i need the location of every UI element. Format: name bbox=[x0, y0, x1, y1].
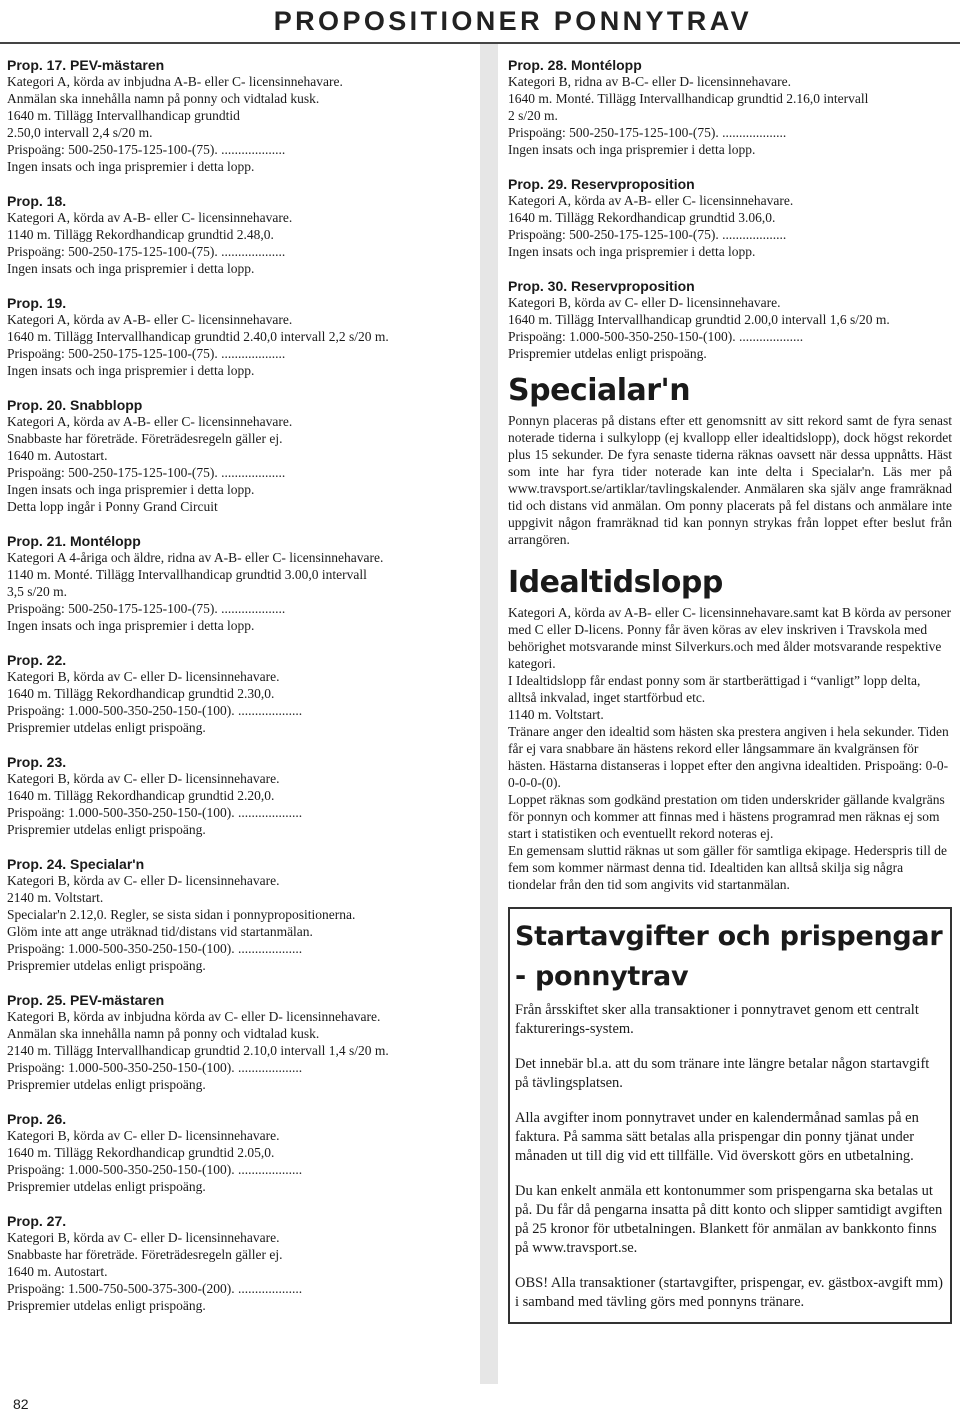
proposition-line: 1640 m. Tillägg Rekordhandicap grundtid 3.06,0. bbox=[508, 210, 776, 225]
proposition-line: Prispremier utdelas enligt prispoäng. bbox=[7, 720, 206, 735]
proposition-line: Ingen insats och inga prispremier i detta lopp. bbox=[508, 244, 756, 259]
startavgifter-body bbox=[515, 1001, 944, 1312]
proposition bbox=[508, 57, 952, 158]
proposition bbox=[7, 295, 467, 379]
proposition bbox=[508, 278, 952, 362]
proposition-title: Prop. 24. Specialar'n bbox=[7, 856, 145, 872]
proposition-title: Prop. 22. bbox=[7, 652, 67, 668]
proposition-line: 1640 m. Autostart. bbox=[7, 448, 108, 463]
paragraph: Det innebär bl.a. att du som tränare inte längre betalar någon startavgift på tävlingsplatsen. bbox=[515, 1056, 930, 1091]
proposition-line: Ingen insats och inga prispremier i detta lopp. bbox=[7, 618, 255, 633]
proposition-line: Prispoäng: 500-250-175-125-100-(75). ................... bbox=[508, 227, 787, 242]
proposition-line: Glöm inte att ange uträknad tid/distans vid startanmälan. bbox=[7, 924, 313, 939]
paragraph: Du kan enkelt anmäla ett kontonummer som prispengarna ska betalas ut på. Du får då pengarna insatta på ditt konto och slipper samtidigt avgiften på 25 kronor för utbetalningen. Blankett för anmälan av bankkonto finns på www.travsport.se. bbox=[515, 1183, 943, 1256]
page-number: 82 bbox=[13, 1396, 29, 1412]
paragraph: Tränare anger den idealtid som hästen ska prestera angiven i hela sekunder. Tiden får ej vara snabbare än hästens rekord eller långsammare än kvalgränsen för hästen. Hästarna distanseras i loppet efter den angivna idealtiden. Prispoäng: 0-0-0-0-0-(0). bbox=[508, 724, 949, 790]
proposition-line: 1140 m. Tillägg Rekordhandicap grundtid 2.48,0. bbox=[7, 227, 274, 242]
specialarn-text: Ponnyn placeras på distans efter ett genomsnitt av sitt rekord samt de fyra senast noterade tiderna i sulkylopp (ej kvallopp eller idealtidslopp), dock högst rekordet plus 15 sekunder. De fyra senaste tiderna räknas oavsett när dessa uppnåtts. Häst som inte har fyra tider noterade kan inte delta i Specialar'n. Läs mer på www.travsport.se/artiklar/tavlingskalender. Anmälaren ska själv ange framräknad tid och distans vid anmälan. Om ponny placerats på fel distans och anmälare inte uppgivit någon framräknad tid kan ponnyn strykas från loppet efter beslut från arrangören. bbox=[508, 413, 952, 547]
proposition-line: Kategori B, körda av C- eller D- licensinnehavare. bbox=[7, 1230, 280, 1245]
proposition-line: Kategori A, körda av A-B- eller C- licensinnehavare. bbox=[7, 414, 293, 429]
idealtidslopp-title: Idealtidslopp bbox=[508, 565, 723, 600]
proposition-line: Kategori A, körda av A-B- eller C- licensinnehavare. bbox=[508, 193, 794, 208]
proposition-line: Prispoäng: 500-250-175-125-100-(75). ................... bbox=[508, 125, 787, 140]
proposition-line: Kategori B, körda av C- eller D- licensinnehavare. bbox=[508, 295, 781, 310]
proposition-line: Prispoäng: 1.000-500-350-250-150-(100). ................... bbox=[7, 805, 303, 820]
proposition-line: Prispremier utdelas enligt prispoäng. bbox=[7, 1298, 206, 1313]
proposition-line: Ingen insats och inga prispremier i detta lopp. bbox=[508, 142, 756, 157]
proposition-line: Prispoäng: 1.000-500-350-250-150-(100). ................... bbox=[508, 329, 804, 344]
proposition-title: Prop. 21. Montélopp bbox=[7, 533, 141, 549]
proposition bbox=[7, 57, 467, 175]
proposition-title: Prop. 25. PEV-mästaren bbox=[7, 992, 165, 1008]
proposition-line: 1640 m. Tillägg Intervallhandicap grundtid bbox=[7, 108, 240, 123]
paragraph: Loppet räknas som godkänd prestation om tiden underskrider gällande kvalgräns för ponnyn och kommer att finnas med i hästens programrad men räknas ej som start i statistiken och eventuellt rekord noteras ej. bbox=[508, 792, 945, 841]
proposition-line: 1640 m. Monté. Tillägg Intervallhandicap grundtid 2.16,0 intervall bbox=[508, 91, 869, 106]
proposition-line: 1640 m. Tillägg Rekordhandicap grundtid 2.30,0. bbox=[7, 686, 275, 701]
proposition-line: Anmälan ska innehålla namn på ponny och vidtalad kusk. bbox=[7, 91, 320, 106]
paragraph: Alla avgifter inom ponnytravet under en kalendermånad samlas på en faktura. På samma sätt betalas alla prispengar din ponny tjänat under månaden ut till dig vid ett tillfälle. Vid överskott görs en utbetalning. bbox=[515, 1110, 919, 1164]
proposition-line: Kategori B, körda av C- eller D- licensinnehavare. bbox=[7, 1128, 280, 1143]
proposition bbox=[7, 533, 467, 634]
paragraph: En gemensam sluttid räknas ut som gäller för samtliga ekipage. Hederspris till de fem som kommer närmast denna tid. Idealtiden kan alltså skilja sig några tiondelar från den tid som angivits vid startanmälan. bbox=[508, 843, 948, 892]
proposition-line: Kategori B, ridna av B-C- eller D- licensinnehavare. bbox=[508, 74, 792, 89]
idealtidslopp-section bbox=[508, 566, 952, 893]
proposition-line: Snabbaste har företräde. Företrädesregeln gäller ej. bbox=[7, 431, 283, 446]
proposition-line: Prispoäng: 1.000-500-350-250-150-(100). ................... bbox=[7, 703, 303, 718]
proposition-title: Prop. 27. bbox=[7, 1213, 67, 1229]
proposition-line: Prispoäng: 500-250-175-125-100-(75). ................... bbox=[7, 346, 286, 361]
proposition-line: 1640 m. Autostart. bbox=[7, 1264, 108, 1279]
proposition bbox=[7, 1111, 467, 1195]
proposition-line: 1640 m. Tillägg Intervallhandicap grundtid 2.40,0 intervall 2,2 s/20 m. bbox=[7, 329, 389, 344]
proposition-line: Prispremier utdelas enligt prispoäng. bbox=[508, 346, 707, 361]
proposition-line: Prispoäng: 1.000-500-350-250-150-(100). ................... bbox=[7, 1162, 303, 1177]
paragraph: Från årsskiftet sker alla transaktioner i ponnytravet genom ett centralt fakturerings-system. bbox=[515, 1002, 919, 1037]
column-divider bbox=[480, 44, 498, 1384]
proposition-title: Prop. 30. Reservproposition bbox=[508, 278, 695, 294]
proposition-line: Kategori A, körda av inbjudna A-B- eller C- licensinnehavare. bbox=[7, 74, 343, 89]
paragraph: OBS! Alla transaktioner (startavgifter, prispengar, ev. gästbox-avgift mm) i samband med tävling görs med ponnyns tränare. bbox=[515, 1275, 943, 1310]
proposition-title: Prop. 19. bbox=[7, 295, 67, 311]
proposition-title: Prop. 28. Montélopp bbox=[508, 57, 642, 73]
proposition bbox=[7, 856, 467, 974]
proposition-line: 2140 m. Tillägg Intervallhandicap grundtid 2.10,0 intervall 1,4 s/20 m. bbox=[7, 1043, 389, 1058]
proposition-title: Prop. 18. bbox=[7, 193, 67, 209]
left-column bbox=[7, 57, 467, 1332]
proposition bbox=[7, 992, 467, 1093]
idealtidslopp-body bbox=[508, 604, 952, 893]
proposition-line: Kategori B, körda av C- eller D- licensinnehavare. bbox=[7, 669, 280, 684]
proposition-line: Prispoäng: 1.000-500-350-250-150-(100). ................... bbox=[7, 1060, 303, 1075]
right-propositions bbox=[508, 57, 952, 362]
proposition-line: Kategori A, körda av A-B- eller C- licensinnehavare. bbox=[7, 312, 293, 327]
startavgifter-title: Startavgifter och prispengar - ponnytrav bbox=[515, 921, 943, 992]
proposition-line: Prispoäng: 500-250-175-125-100-(75). ................... bbox=[7, 142, 286, 157]
proposition-line: Ingen insats och inga prispremier i detta lopp. bbox=[7, 363, 255, 378]
proposition-line: Kategori B, körda av C- eller D- licensinnehavare. bbox=[7, 771, 280, 786]
proposition bbox=[7, 193, 467, 277]
proposition-line: Ingen insats och inga prispremier i detta lopp. bbox=[7, 482, 255, 497]
proposition-line: 2140 m. Voltstart. bbox=[7, 890, 104, 905]
paragraph: Kategori A, körda av A-B- eller C- licensinnehavare.samt kat B körda av personer med C eller D-licens. Ponny får även köras av elev inskriven i Travskola med behörighet motsvarande minst Silverkurs.och med ålder motsvarande respektive kategori. bbox=[508, 605, 952, 671]
proposition-title: Prop. 20. Snabblopp bbox=[7, 397, 143, 413]
proposition bbox=[7, 397, 467, 515]
proposition-line: Prispoäng: 500-250-175-125-100-(75). ................... bbox=[7, 465, 286, 480]
proposition-line: Anmälan ska innehålla namn på ponny och vidtalad kusk. bbox=[7, 1026, 320, 1041]
proposition bbox=[7, 1213, 467, 1314]
proposition-line: 1640 m. Tillägg Intervallhandicap grundtid 2.00,0 intervall 1,6 s/20 m. bbox=[508, 312, 890, 327]
proposition-line: Kategori A, körda av A-B- eller C- licensinnehavare. bbox=[7, 210, 293, 225]
startavgifter-box bbox=[508, 907, 952, 1324]
paragraph: I Idealtidslopp får endast ponny som är startberättigad i “vanligt” lopp delta, alltså inkvalad, inget startförbud etc. bbox=[508, 673, 921, 705]
right-column bbox=[508, 57, 952, 1324]
proposition-line: 3,5 s/20 m. bbox=[7, 584, 68, 599]
proposition-line: Kategori A 4-åriga och äldre, ridna av A-B- eller C- licensinnehavare. bbox=[7, 550, 384, 565]
proposition-line: 1640 m. Tillägg Rekordhandicap grundtid 2.05,0. bbox=[7, 1145, 275, 1160]
proposition-line: 2 s/20 m. bbox=[508, 108, 558, 123]
proposition-line: Detta lopp ingår i Ponny Grand Circuit bbox=[7, 499, 218, 514]
proposition-line: Ingen insats och inga prispremier i detta lopp. bbox=[7, 261, 255, 276]
proposition-line: Prispoäng: 500-250-175-125-100-(75). ................... bbox=[7, 601, 286, 616]
proposition-title: Prop. 29. Reservproposition bbox=[508, 176, 695, 192]
proposition-line: Prispremier utdelas enligt prispoäng. bbox=[7, 822, 206, 837]
proposition-title: Prop. 26. bbox=[7, 1111, 67, 1127]
proposition bbox=[7, 754, 467, 838]
proposition bbox=[508, 176, 952, 260]
proposition bbox=[7, 652, 467, 736]
proposition-line: Prispremier utdelas enligt prispoäng. bbox=[7, 958, 206, 973]
proposition-line: 2.50,0 intervall 2,4 s/20 m. bbox=[7, 125, 153, 140]
proposition-line: Ingen insats och inga prispremier i detta lopp. bbox=[7, 159, 255, 174]
proposition-line: 1640 m. Tillägg Rekordhandicap grundtid 2.20,0. bbox=[7, 788, 275, 803]
paragraph: 1140 m. Voltstart. bbox=[508, 707, 604, 722]
proposition-line: Prispoäng: 500-250-175-125-100-(75). ................... bbox=[7, 244, 286, 259]
proposition-title: Prop. 23. bbox=[7, 754, 67, 770]
proposition-title: Prop. 17. PEV-mästaren bbox=[7, 57, 165, 73]
proposition-line: Kategori B, körda av C- eller D- licensinnehavare. bbox=[7, 873, 280, 888]
proposition-line: Specialar'n 2.12,0. Regler, se sista sidan i ponnypropositionerna. bbox=[7, 907, 356, 922]
proposition-line: Kategori B, körda av inbjudna körda av C- eller D- licensinnehavare. bbox=[7, 1009, 381, 1024]
proposition-line: 1140 m. Monté. Tillägg Intervallhandicap grundtid 3.00,0 intervall bbox=[7, 567, 367, 582]
proposition-line: Snabbaste har företräde. Företrädesregeln gäller ej. bbox=[7, 1247, 283, 1262]
specialarn-section bbox=[508, 374, 952, 548]
proposition-line: Prispremier utdelas enligt prispoäng. bbox=[7, 1179, 206, 1194]
page-title: PROPOSITIONER PONNYTRAV bbox=[273, 6, 752, 36]
proposition-line: Prispremier utdelas enligt prispoäng. bbox=[7, 1077, 206, 1092]
proposition-line: Prispoäng: 1.500-750-500-375-300-(200). ................... bbox=[7, 1281, 303, 1296]
specialarn-title: Specialar'n bbox=[508, 373, 691, 408]
proposition-line: Prispoäng: 1.000-500-350-250-150-(100). ................... bbox=[7, 941, 303, 956]
